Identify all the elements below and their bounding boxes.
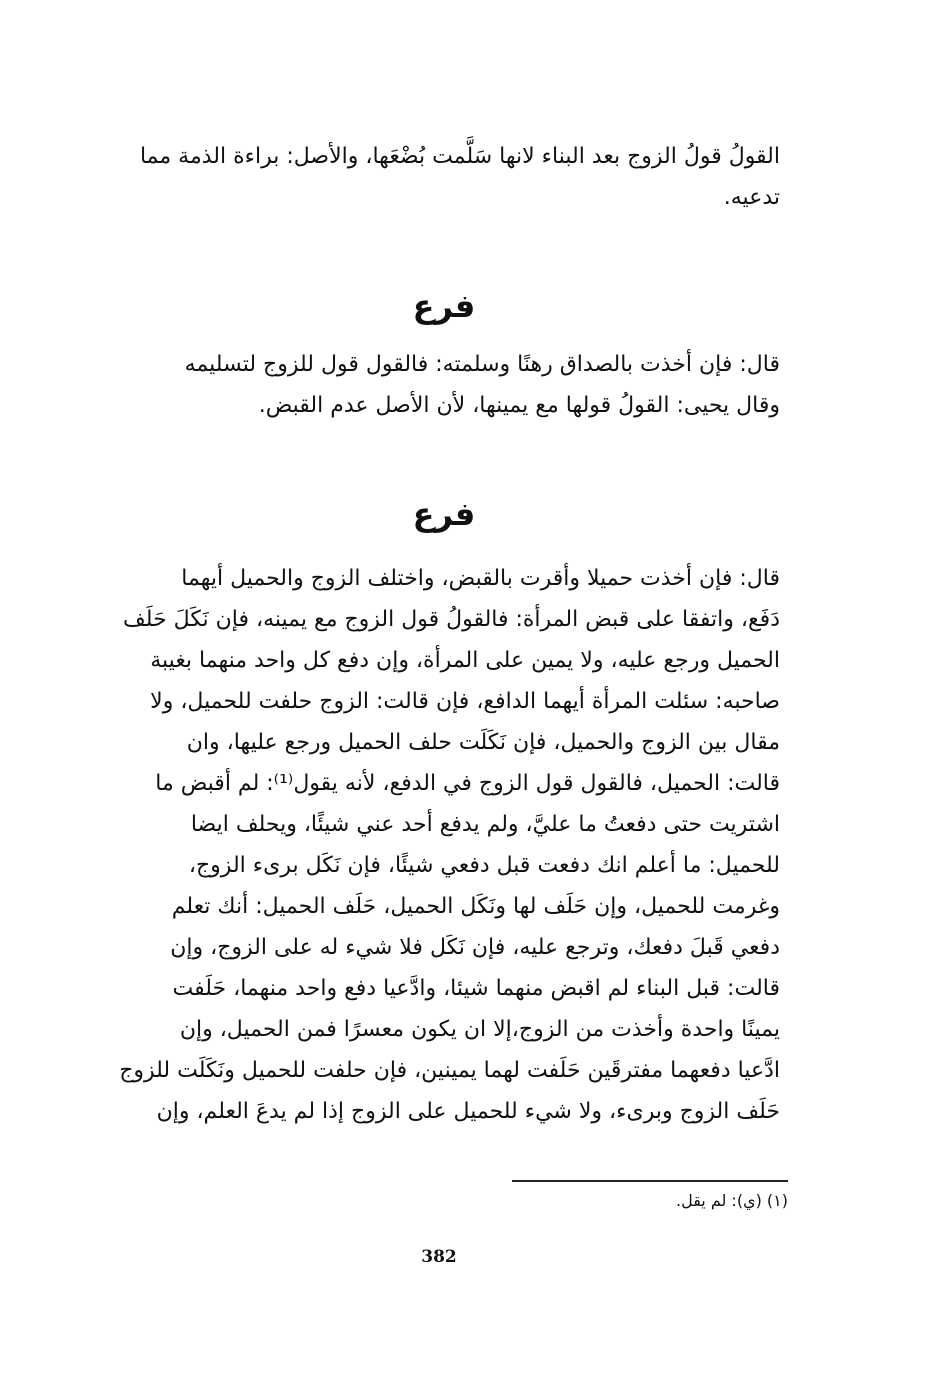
section-heading: فرع [412,287,476,325]
paragraph-2 [108,344,780,426]
paragraph-line: القولُ قولُ الزوج بعد البناء لانها سَلَّمت بُضْعَها، والأصل: براءة الذمة مما [139,144,780,169]
paragraph-line: ادَّعيا دفعهما مفترقَين حَلَفت لهما يمينين، فإن حلفت للحميل ونَكَلَت للزوج [119,1058,780,1083]
paragraph-3 [108,558,780,1132]
page-number: 382 [421,1247,457,1267]
paragraph-line: حَلَف الزوج وبرىء، ولا شيء للحميل على الزوج إذا لم يدعَ العلم، وإن [156,1099,780,1124]
paragraph-line: دفعي قَبلَ دفعك، وترجع عليه، فإن نَكَل فلا شيء له على الزوج، وإن [170,935,780,960]
paragraph-line: صاحبه: سئلت المرأة أيهما الدافع، فإن قالت: الزوج حلفت للحميل، ولا [150,689,780,714]
paragraph-line: دَفَع، واتفقا على قبض المرأة: فالقولُ قول الزوج مع يمينه، فإن نَكَلَ حَلَف [123,607,780,632]
paragraph-line: مقال بين الزوج والحميل، فإن نَكَلَت حلف الحميل ورجع عليها، وان [186,730,780,755]
paragraph-line: للحميل: ما أعلم انك دفعت قبل دفعي شيئًا، فإن نَكَل برىء الزوج، [188,853,780,878]
paragraph-line: الحميل ورجع عليه، ولا يمين على المرأة، وإن دفع كل واحد منهما بغيبة [150,648,780,673]
paragraph-line: تدعيه. [723,185,780,210]
section-heading: فرع [412,495,476,533]
paragraph-1 [108,136,780,218]
footnote-divider [512,1180,788,1182]
paragraph-line: قال: فإن أخذت بالصداق رهنًا وسلمته: فالقول قول للزوج لتسليمه [184,352,780,377]
paragraph-line: قالت: قبل البناء لم اقبض منهما شيئا، وادَّعيا دفع واحد منهما، حَلَفت [172,976,780,1001]
paragraph-line: يمينًا واحدة وأخذت من الزوج،إلا ان يكون معسرًا فمن الحميل، وإن [179,1017,780,1042]
footnote: (١) (ي): لم يقل. [675,1191,788,1210]
paragraph-line: وغرمت للحميل، وإن حَلَف لها ونَكَل الحميل، حَلَف الحميل: أنك تعلم [171,894,780,919]
paragraph-line: اشتريت حتى دفعتُ ما عليَّ، ولم يدفع أحد عني شيئًا، ويحلف ايضا [190,812,780,837]
paragraph-line: وقال يحيى: القولُ قولها مع يمينها، لأن الأصل عدم القبض. [258,393,780,418]
paragraph-line: قالت: الحميل، فالقول قول الزوج في الدفع، لأنه يقول⁽¹⁾: لم أقبض ما [155,771,780,796]
paragraph-line: قال: فإن أخذت حميلا وأقرت بالقبض، واختلف الزوج والحميل أيهما [181,566,780,591]
